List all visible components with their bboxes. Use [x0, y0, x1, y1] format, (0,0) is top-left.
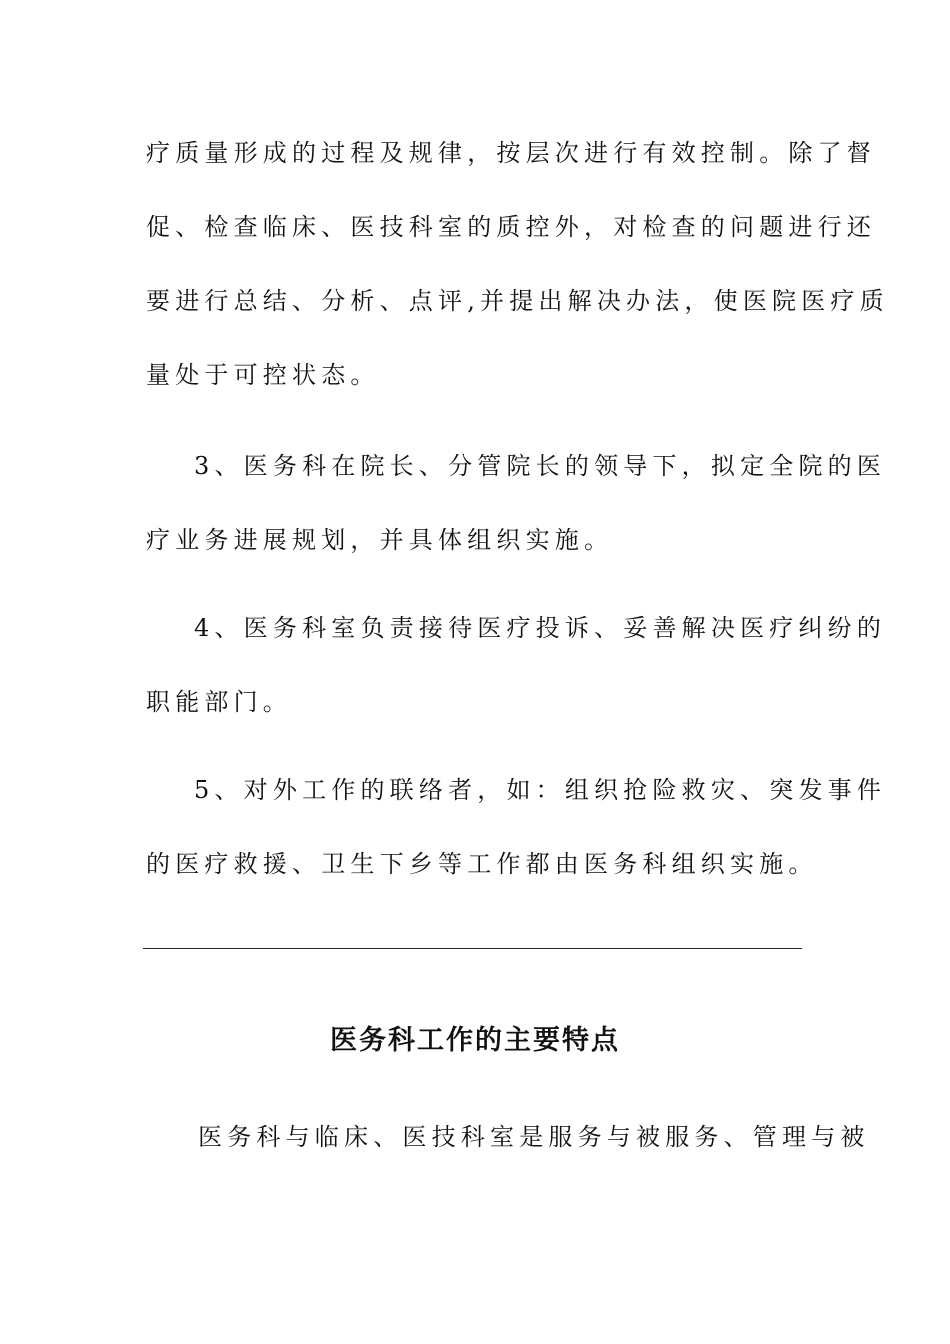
paragraph-line: 促、检查临床、医技科室的质控外，对检查的问题进行还: [146, 213, 876, 241]
list-item-5-line-1: 5、对外工作的联络者，如：组织抢险救灾、突发事件: [194, 776, 887, 804]
list-item-4-line-2: 职能部门。: [146, 688, 292, 716]
paragraph-line: 要进行总结、分析、点评,并提出解决办法，使医院医疗质: [146, 287, 889, 315]
list-item-3-line-2: 疗业务进展规划，并具体组织实施。: [146, 526, 614, 554]
paragraph-line: 量处于可控状态。: [146, 361, 380, 389]
section-divider: [143, 948, 802, 949]
list-item-5-line-2: 的医疗救援、卫生下乡等工作都由医务科组织实施。: [146, 850, 818, 878]
section-paragraph-line: 医务科与临床、医技科室是服务与被服务、管理与被: [198, 1123, 870, 1151]
list-item-4-line-1: 4、医务科室负责接待医疗投诉、妥善解决医疗纠纷的: [194, 614, 887, 642]
paragraph-line: 疗质量形成的过程及规律，按层次进行有效控制。除了督: [146, 139, 876, 167]
list-item-3-line-1: 3、医务科在院长、分管院长的领导下，拟定全院的医: [194, 452, 887, 480]
section-heading: 医务科工作的主要特点: [330, 1025, 620, 1056]
